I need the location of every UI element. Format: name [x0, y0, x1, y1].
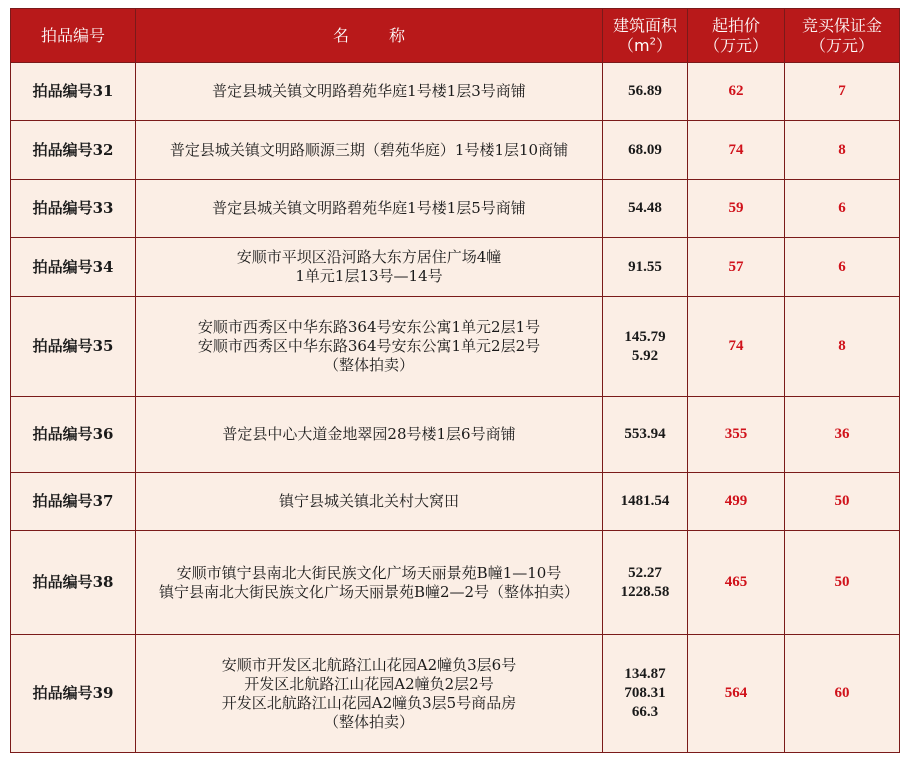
- lot-number-cell: 拍品编号37: [11, 473, 136, 531]
- area-cell: [603, 238, 688, 297]
- starting-price-cell: 564: [688, 635, 785, 753]
- table-row: [11, 397, 900, 473]
- area-value: 134.87: [624, 666, 666, 682]
- deposit-cell: 60: [785, 635, 900, 753]
- property-name-line: 开发区北航路江山花园A2幢负2层2号: [244, 674, 494, 693]
- area-cell: [603, 473, 688, 531]
- deposit-cell: 8: [785, 297, 900, 397]
- area-cell: [603, 397, 688, 473]
- property-name-line: 普定县城关镇文明路碧苑华庭1号楼1层3号商铺: [212, 82, 526, 100]
- header-price-label: 起拍价: [711, 15, 760, 35]
- lot-number-cell: 拍品编号39: [11, 635, 136, 753]
- header-name: [136, 9, 603, 63]
- header-deposit: [785, 9, 900, 63]
- area-value: 1481.54: [620, 493, 670, 509]
- deposit-cell: 36: [785, 397, 900, 473]
- property-name-cell: [136, 531, 603, 635]
- property-name-line: （整体拍卖）: [323, 712, 414, 731]
- deposit-cell: 50: [785, 531, 900, 635]
- area-value: 553.94: [624, 426, 666, 442]
- header-area: [603, 9, 688, 63]
- header-price: [688, 9, 785, 63]
- starting-price-cell: 74: [688, 121, 785, 180]
- header-name-a: 名: [332, 25, 349, 45]
- table-body: [11, 63, 900, 753]
- property-name-cell: [136, 297, 603, 397]
- property-name-cell: [136, 238, 603, 297]
- property-name-cell: [136, 397, 603, 473]
- table-header: [11, 9, 900, 63]
- area-value: 68.09: [628, 141, 662, 158]
- header-deposit-unit: （万元）: [809, 35, 874, 55]
- area-value: 54.48: [628, 200, 662, 216]
- table-row: [11, 297, 900, 397]
- deposit-cell: 6: [785, 238, 900, 297]
- property-name-line: 安顺市平坝区沿河路大东方居住广场4幢: [236, 248, 502, 266]
- header-area-unit-open: （m: [618, 35, 650, 55]
- area-value: 91.55: [628, 258, 662, 275]
- lot-number-cell: 拍品编号34: [11, 238, 136, 297]
- table-row: [11, 635, 900, 753]
- table-row: [11, 473, 900, 531]
- property-name-cell: [136, 635, 603, 753]
- property-name-line: 普定县中心大道金地翠园28号楼1层6号商铺: [222, 425, 516, 443]
- lot-number-cell: 拍品编号38: [11, 531, 136, 635]
- area-value: 145.79: [624, 328, 666, 345]
- header-area-unit: [607, 36, 683, 56]
- starting-price-cell: 465: [688, 531, 785, 635]
- property-name-cell: [136, 121, 603, 180]
- area-cell: [603, 180, 688, 238]
- starting-price-cell: 74: [688, 297, 785, 397]
- table-row: [11, 238, 900, 297]
- lot-number-cell: 拍品编号31: [11, 63, 136, 121]
- property-name-line: 安顺市西秀区中华东路364号安东公寓1单元2层1号: [197, 318, 541, 336]
- area-value: 708.31: [624, 685, 666, 701]
- property-name-line: 1单元1层13号—14号: [295, 267, 443, 285]
- deposit-cell: 50: [785, 473, 900, 531]
- property-name-cell: [136, 473, 603, 531]
- header-name-b: 称: [389, 25, 406, 45]
- table-row: [11, 180, 900, 238]
- header-area-unit-close: ）: [655, 35, 672, 55]
- property-name-line: 安顺市西秀区中华东路364号安东公寓1单元2层2号: [197, 337, 541, 355]
- area-value: 56.89: [628, 83, 662, 99]
- deposit-cell: 6: [785, 180, 900, 238]
- deposit-cell: 7: [785, 63, 900, 121]
- deposit-cell: 8: [785, 121, 900, 180]
- header-lot: 拍品编号: [11, 9, 136, 63]
- header-deposit-label: 竞买保证金: [801, 15, 882, 35]
- header-price-unit: （万元）: [703, 35, 768, 55]
- property-name-line: 安顺市镇宁县南北大街民族文化广场天丽景苑B幢1—10号: [176, 563, 562, 582]
- property-name-line: 镇宁县城关镇北关村大窝田: [278, 492, 459, 510]
- starting-price-cell: 355: [688, 397, 785, 473]
- property-name-line: 普定县城关镇文明路碧苑华庭1号楼1层5号商铺: [212, 199, 526, 217]
- property-name-line: 镇宁县南北大街民族文化广场天丽景苑B幢2—2号（整体拍卖）: [158, 582, 580, 601]
- area-value: 52.27: [628, 564, 662, 581]
- area-value: 1228.58: [620, 583, 670, 600]
- property-name-line: 开发区北航路江山花园A2幢负3层5号商品房: [221, 693, 517, 712]
- starting-price-cell: 499: [688, 473, 785, 531]
- starting-price-cell: 59: [688, 180, 785, 238]
- lot-number-cell: 拍品编号32: [11, 121, 136, 180]
- property-name-line: 安顺市开发区北航路江山花园A2幢负3层6号: [221, 655, 517, 674]
- starting-price-cell: 57: [688, 238, 785, 297]
- header-area-label: 建筑面积: [612, 15, 677, 35]
- lot-number-cell: 拍品编号33: [11, 180, 136, 238]
- area-cell: [603, 121, 688, 180]
- starting-price-cell: 62: [688, 63, 785, 121]
- lot-number-cell: 拍品编号36: [11, 397, 136, 473]
- property-name-line: （整体拍卖）: [323, 356, 414, 374]
- table-row: [11, 63, 900, 121]
- auction-lots-table: [10, 8, 900, 753]
- table-row: [11, 531, 900, 635]
- area-cell: [603, 635, 688, 753]
- area-value: 5.92: [631, 347, 659, 364]
- area-cell: [603, 531, 688, 635]
- area-value: 66.3: [631, 704, 659, 720]
- area-cell: [603, 63, 688, 121]
- table-row: [11, 121, 900, 180]
- property-name-cell: [136, 180, 603, 238]
- header-area-unit-sup: 2: [649, 36, 656, 48]
- property-name-cell: [136, 63, 603, 121]
- area-cell: [603, 297, 688, 397]
- property-name-line: 普定县城关镇文明路顺源三期（碧苑华庭）1号楼1层10商铺: [169, 140, 569, 159]
- lot-number-cell: 拍品编号35: [11, 297, 136, 397]
